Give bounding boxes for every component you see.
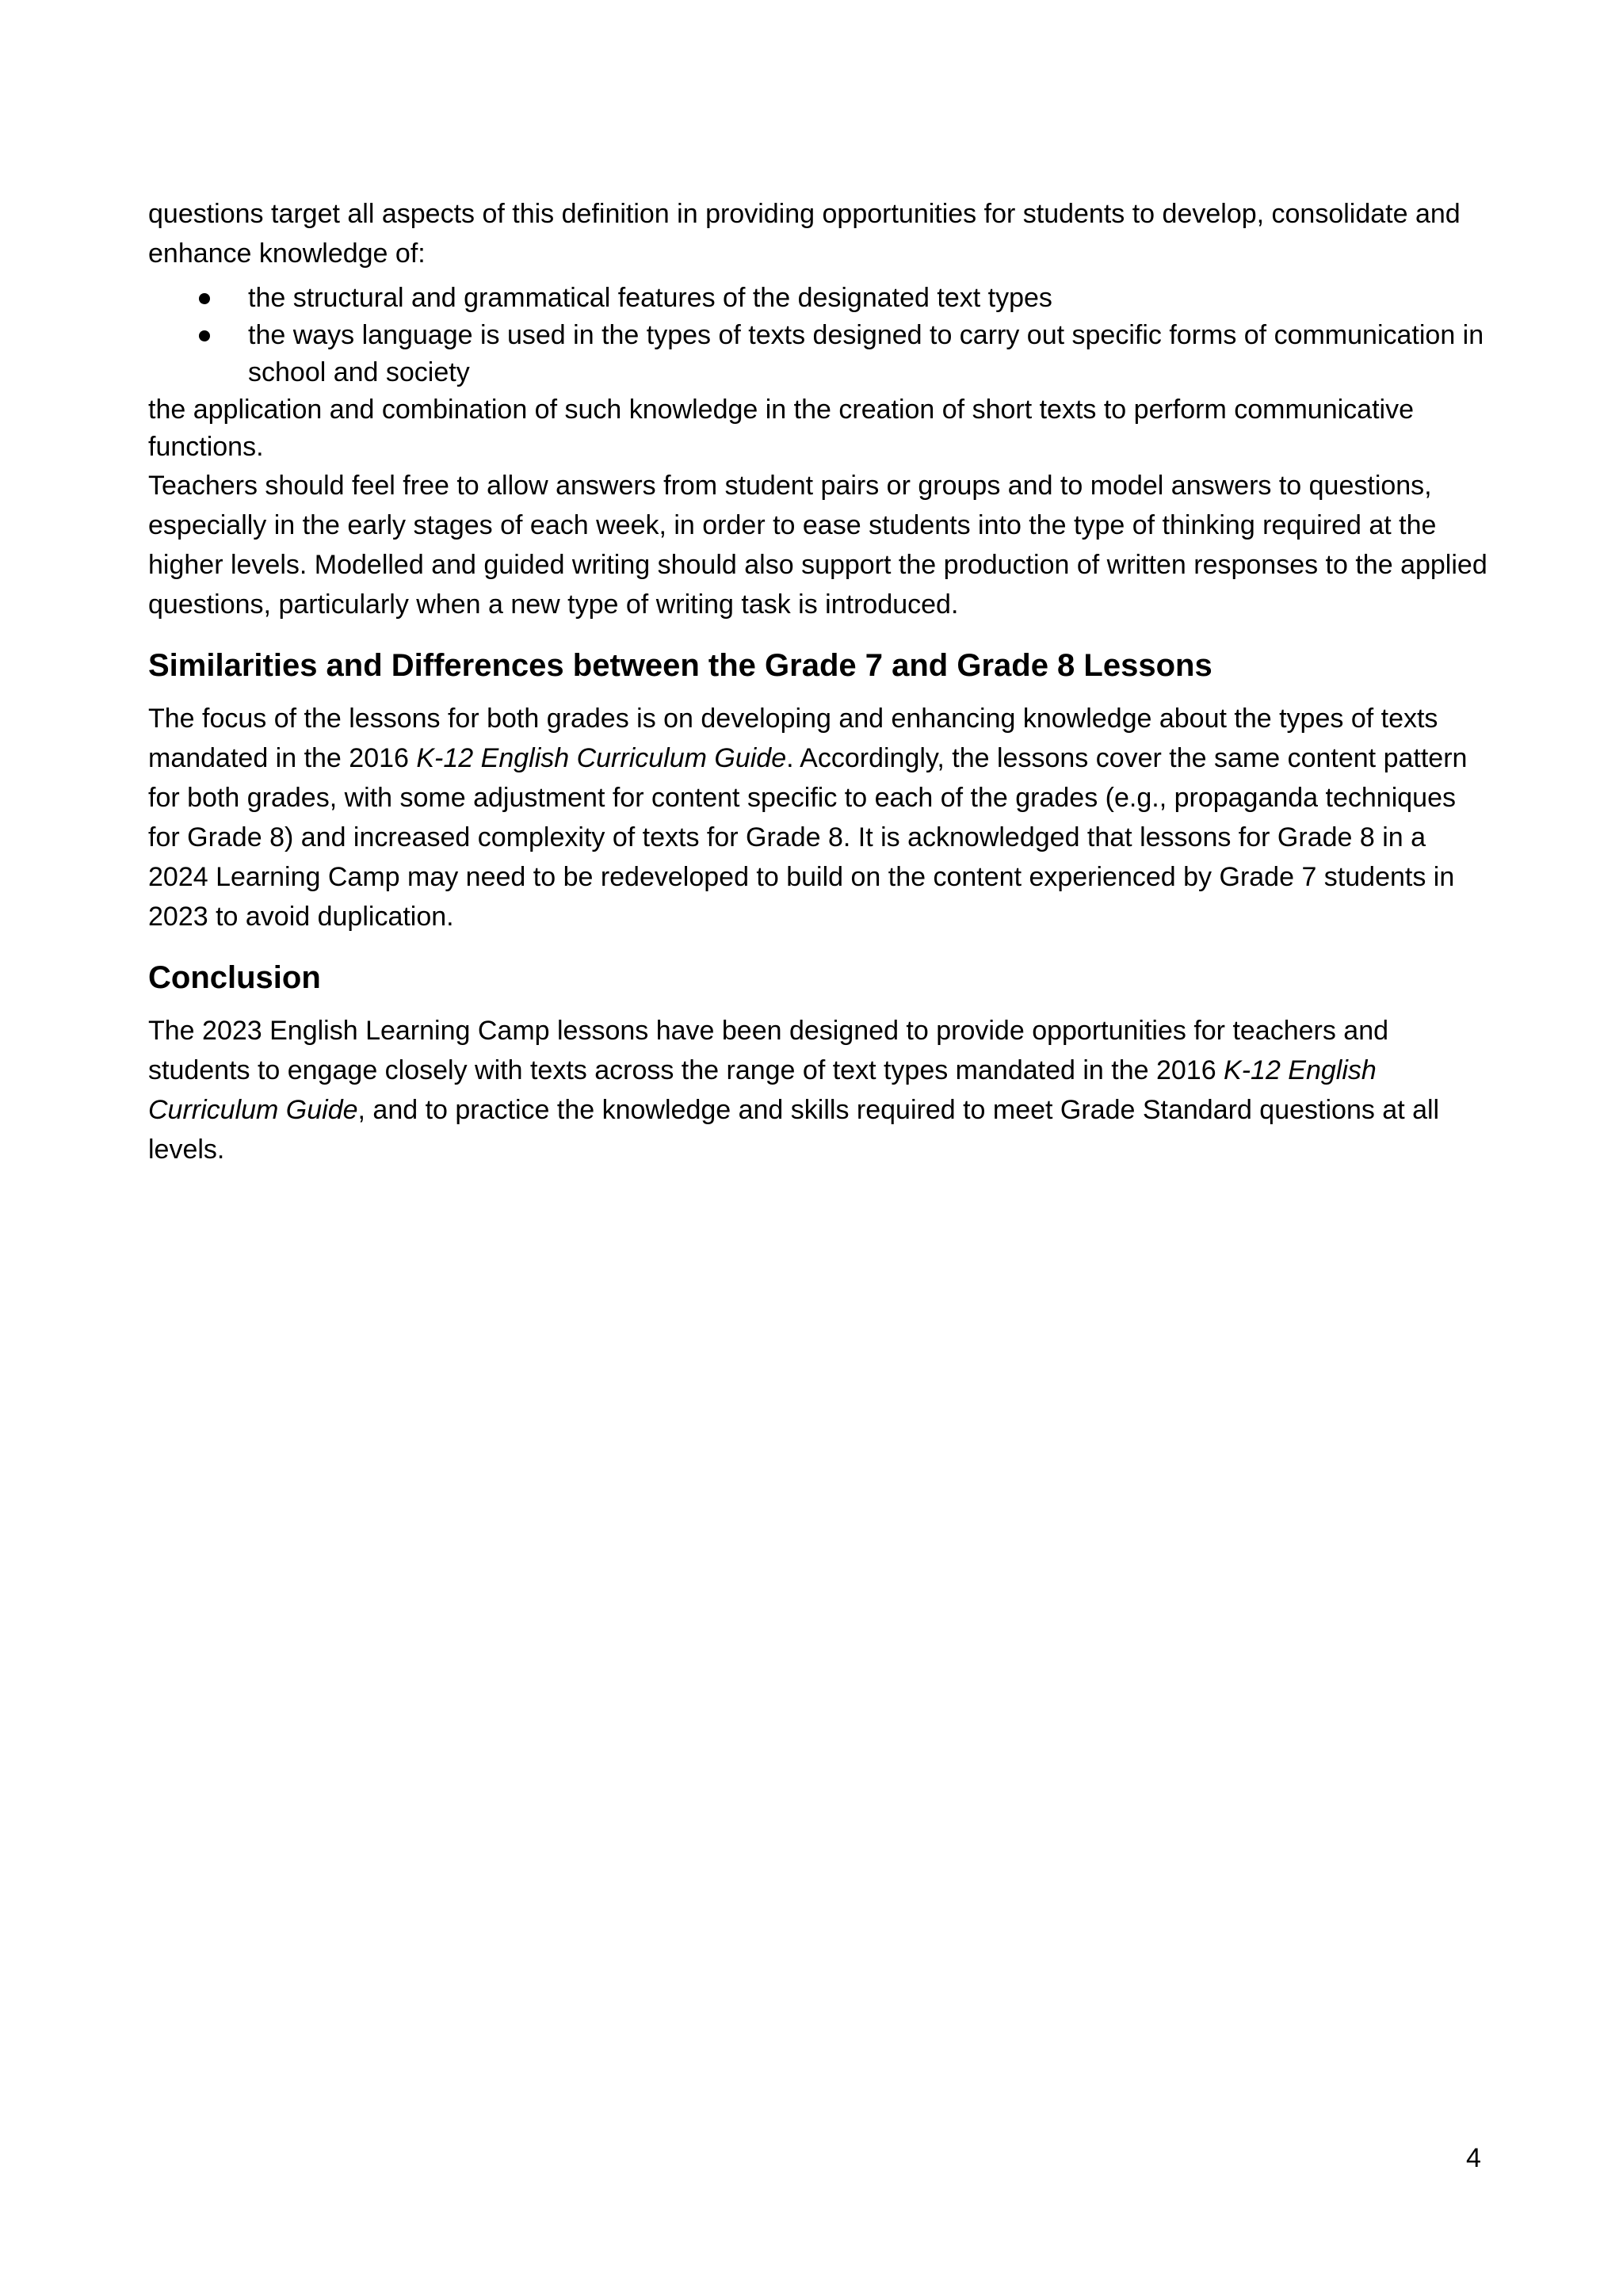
section-heading-similarities: Similarities and Differences between the Grade 7 and Grade 8 Lessons xyxy=(148,648,1212,683)
list-item-text: the structural and grammatical features of the designated text types xyxy=(248,283,1052,313)
intro-paragraph: questions target all aspects of this definition in providing opportunities for students to develop, consolidate and enhance knowledge of: xyxy=(148,199,1461,269)
conclusion-text-2: , and to practice the knowledge and skills required to meet Grade Standard questions at all levels. xyxy=(148,1095,1440,1165)
bullet-icon xyxy=(199,330,210,341)
conclusion-text-1: The 2023 English Learning Camp lessons have been designed to provide opportunities for teachers and students to engage closely with texts across the range of text types mandated in the 2016 xyxy=(148,1016,1389,1085)
teachers-paragraph: Teachers should feel free to allow answers from student pairs or groups and to model answers to questions, especially in the early stages of each week, in order to ease students into the type of thinking required at the higher levels. Modelled and guided writing should also support the production of written responses to the applied questions, particularly when a new type of writing task is introduced. xyxy=(148,471,1487,620)
list-item xyxy=(148,317,1487,391)
knowledge-list xyxy=(148,280,1487,391)
similarities-paragraph xyxy=(148,699,1487,936)
curriculum-guide-title: K-12 English Curriculum Guide xyxy=(416,743,787,773)
list-item xyxy=(148,280,1487,317)
curriculum-guide-title: K-12 English Curriculum Guide xyxy=(148,1055,1377,1125)
bullet-icon xyxy=(199,293,210,304)
application-paragraph: the application and combination of such knowledge in the creation of short texts to perform communicative functions. xyxy=(148,395,1414,462)
list-item-text: the ways language is used in the types of texts designed to carry out specific forms of communication in school and society xyxy=(248,320,1484,387)
conclusion-paragraph xyxy=(148,1011,1487,1169)
similarities-text-2: . Accordingly, the lessons cover the same content pattern for both grades, with some adjustment for content specific to each of the grades (e.g., propaganda techniques for Grade 8) and increased complexity of texts for Grade 8. It is acknowledged that lessons for Grade 8 in a 2024 Learning Camp may need to be redeveloped to build on the content experienced by Grade 7 students in 2023 to avoid duplication. xyxy=(148,743,1468,932)
section-heading-conclusion: Conclusion xyxy=(148,960,321,995)
page-number: 4 xyxy=(1466,2143,1481,2173)
page-content xyxy=(148,194,1487,1169)
similarities-text-1: The focus of the lessons for both grades is on developing and enhancing knowledge about the types of texts mandated in the 2016 xyxy=(148,704,1438,773)
